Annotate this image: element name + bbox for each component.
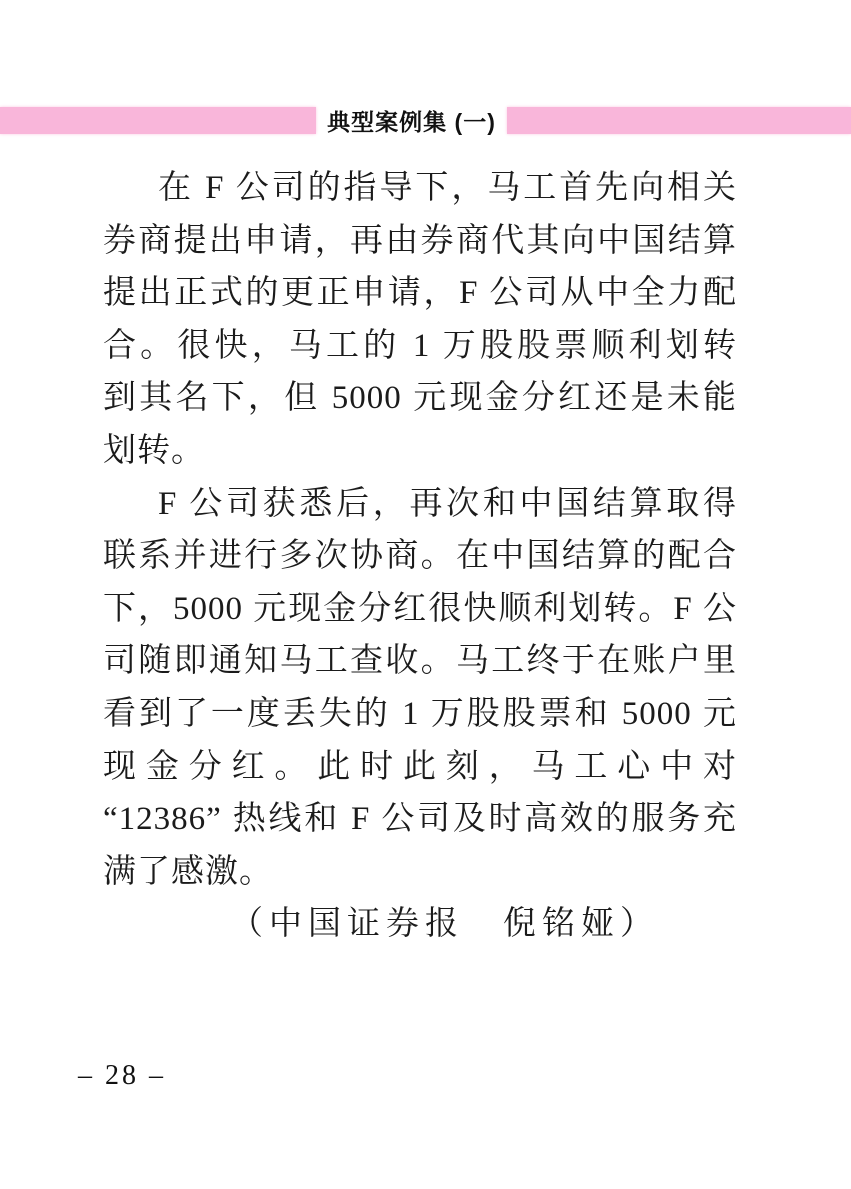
attribution-line: （中国证券报 倪铭娅） — [230, 906, 659, 943]
body-text-line: F 公司获悉后，再次和中国结算取得 — [158, 485, 737, 522]
body-text-line: 满了感激。 — [103, 853, 273, 890]
running-head — [0, 107, 851, 134]
running-head-title: 典型案例集 (一) — [327, 109, 496, 135]
body-text-line: 合。很快，马工的 1 万股股票顺利划转 — [103, 327, 737, 364]
page-number: – 28 – — [78, 1060, 166, 1091]
body-text-line: 司随即通知马工查收。马工终于在账户里 — [103, 643, 737, 680]
body-text-line: 联系并进行多次协商。在中国结算的配合 — [103, 538, 737, 575]
body-text-line: 券商提出申请，再由券商代其向中国结算 — [103, 222, 737, 259]
body-text-line: 划转。 — [103, 432, 205, 469]
body-text — [103, 162, 737, 951]
header-band-right — [507, 107, 851, 134]
body-text-line: 现金分红。此时此刻，马工心中对 — [103, 748, 737, 785]
header-band-left — [0, 107, 316, 134]
body-text-line: 下，5000 元现金分红很快顺利划转。F 公 — [103, 590, 737, 627]
body-text-line: 看到了一度丢失的 1 万股股票和 5000 元 — [103, 695, 737, 732]
body-text-line: 提出正式的更正申请，F 公司从中全力配 — [103, 275, 737, 312]
body-text-line: 在 F 公司的指导下，马工首先向相关 — [158, 170, 737, 206]
body-text-line: 到其名下，但 5000 元现金分红还是未能 — [103, 380, 737, 417]
body-text-line: “12386” 热线和 F 公司及时高效的服务充 — [103, 801, 737, 838]
